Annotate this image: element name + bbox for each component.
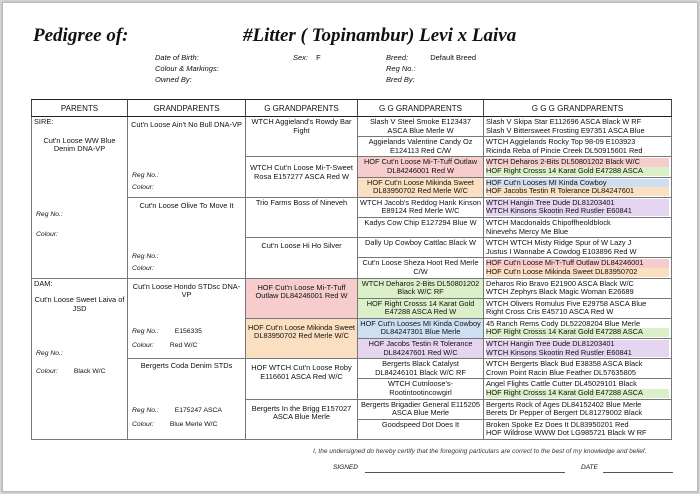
ggg-grandparent-cell bbox=[484, 258, 672, 278]
ggg-line: WTCH Kinsons Skootin Red Rustler E60841 bbox=[486, 207, 669, 216]
info-left bbox=[155, 52, 219, 85]
ggg-grandparent-cell bbox=[484, 197, 672, 217]
ggg-grandparent-cell bbox=[484, 359, 672, 379]
bred-by-label: Bred By: bbox=[386, 75, 415, 84]
owned-by-label: Owned By: bbox=[155, 75, 192, 84]
reg-value: E156335 bbox=[174, 327, 202, 335]
colour-label: Colour: bbox=[132, 421, 154, 429]
gg-grandparent-cell: Slash V Steel Smoke E123437 ASCA Blue Merle W bbox=[358, 117, 484, 137]
ggp-text: Cut'n Loose Hi Ho Silver bbox=[261, 241, 342, 251]
grandparent-cell bbox=[128, 278, 246, 359]
breed-label: Breed: bbox=[386, 53, 409, 62]
gg-grandparent-cell: Bergerts Black Catalyst DL84246101 Black W/C RF bbox=[358, 359, 484, 379]
signature-line bbox=[365, 472, 565, 473]
ggp-text: WTCH Cut'n Loose Mi-T-Sweet Rosa E157277 ASCA Red W bbox=[250, 163, 353, 181]
g-grandparent-cell bbox=[246, 359, 358, 399]
col-gg-grandparents: G G GRANDPARENTS bbox=[358, 100, 484, 117]
ggg-line: WTCH Deharos 2-Bits DL50801202 Black W/C bbox=[486, 158, 669, 167]
g-grandparent-cell bbox=[246, 238, 358, 278]
ggg-line: WTCH Macdonalds Chipoffheoldblock bbox=[486, 217, 611, 227]
ggg-grandparent-cell bbox=[484, 177, 672, 197]
ggg-line: WTCH WTCH Misty Ridge Spur of W Lazy J bbox=[486, 238, 632, 248]
sex-label: Sex: bbox=[293, 53, 309, 62]
grandparent-cell bbox=[128, 359, 246, 440]
gg-grandparent-cell: HOF Cut'n Loose Mi-T-Tuff Outlaw DL84246001 Red W bbox=[358, 157, 484, 177]
pedigree-table bbox=[31, 99, 672, 440]
colour-value: Red W/C bbox=[169, 341, 198, 349]
certification-text: I, the undersigned do hereby certify that the foregoing particulars are correct to the best of my knowledge and belief. bbox=[313, 448, 647, 455]
pedigree-of-label: Pedigree of: bbox=[33, 25, 129, 46]
gg-grandparent-cell: WTCH Cutnloose's-Rootintootincowgirl bbox=[358, 379, 484, 399]
date-label: DATE bbox=[581, 464, 598, 471]
ggg-line: Ricinda Reba of Pincie Creek DL50915601 Red bbox=[486, 145, 643, 155]
ggg-line: HOF Jacobs Testin R Tolerance DL84247601 bbox=[486, 187, 669, 196]
col-ggg-grandparents: G G G GRANDPARENTS bbox=[484, 100, 672, 117]
gg-grandparent-cell: Goodspeed Dot Does It bbox=[358, 419, 484, 439]
col-g-grandparents: G GRANDPARENTS bbox=[246, 100, 358, 117]
header-row bbox=[32, 100, 672, 117]
grandparent-cell bbox=[128, 117, 246, 198]
ggg-line: Bergerts Rock of Ages DL84152402 Blue Merle bbox=[486, 399, 642, 409]
ggg-grandparent-cell bbox=[484, 339, 672, 359]
sex-value: F bbox=[316, 53, 321, 62]
ggg-line: WTCH Hangin Tree Dude DL81203401 bbox=[486, 199, 669, 208]
ggg-line: HOF Wildrose WWW Dot LG985721 Black W RF bbox=[486, 428, 647, 438]
ggg-line: HOF Right Crosss 14 Karat Gold E47288 ASCA bbox=[486, 167, 669, 176]
ggg-line: WTCH Aggielands Rocky Top 98-09 E103923 bbox=[486, 137, 636, 147]
ggg-line: Broken Spoke Ez Does It DL83950201 Red bbox=[486, 419, 629, 429]
ggg-line: Justus I Wannabe A Cowdog E103896 Red W bbox=[486, 246, 637, 256]
grandparent-name: Cut'n Loose Hondo STDsc DNA-VP bbox=[132, 281, 241, 300]
dog-name-title: #Litter ( Topinambur) Levi x Laiva bbox=[243, 25, 517, 46]
col-grandparents: GRANDPARENTS bbox=[128, 100, 246, 117]
ggg-grandparent-cell bbox=[484, 137, 672, 157]
ggg-line: Berets Dr Pepper of Bergert DL81279002 Black bbox=[486, 408, 643, 418]
colour-label: Colour: bbox=[132, 184, 154, 191]
ggg-grandparent-cell bbox=[484, 318, 672, 338]
dam-reg-label: Reg No.: bbox=[36, 349, 63, 357]
signed-label: SIGNED bbox=[333, 464, 358, 471]
dam-colour-value: Black W/C bbox=[73, 367, 106, 375]
sire-label: SIRE: bbox=[34, 117, 54, 126]
info-sex bbox=[293, 52, 321, 63]
ggp-text: Bergerts In the Brigg E157027 ASCA Blue Merle bbox=[251, 403, 352, 422]
ggp-text: HOF WTCH Cut'n Loose Roby E116601 ASCA Red W/C bbox=[251, 363, 352, 381]
ggg-grandparent-cell bbox=[484, 157, 672, 177]
ggg-line: Crown Point Racin Blue Feather DL57635805 bbox=[486, 367, 636, 377]
ggg-line: WTCH Zephyrs Black Magic Woman E26689 bbox=[486, 287, 634, 297]
ggg-line: WTCH Bergerts Black Bud E38358 ASCA Black bbox=[486, 359, 643, 369]
ggg-line: HOF Cut'n Loose Mikinda Sweet DL83950702 bbox=[486, 268, 669, 277]
reg-value: E175247 ASCA bbox=[174, 407, 222, 415]
reg-label: Reg No.: bbox=[132, 172, 159, 179]
reg-label: Reg No.: bbox=[132, 252, 159, 260]
ggg-line: HOF Right Crosss 14 Karat Gold E47288 ASCA bbox=[486, 389, 669, 398]
ggg-line: Slash V Skipa Star E112696 ASCA Black W RF bbox=[486, 117, 642, 126]
gg-grandparent-cell: HOF Cut'n Looses MI Kinda Cowboy DL84247301 Blue Merle bbox=[358, 318, 484, 338]
ggg-grandparent-cell bbox=[484, 117, 672, 137]
ggg-line: 45 Ranch Rems Cody DL52208204 Blue Merle bbox=[486, 318, 641, 328]
gg-grandparent-cell: Aggielands Valentine Candy Oz E124113 Red C/W bbox=[358, 137, 484, 157]
ggg-line: HOF Cut'n Loose Mi-T-Tuff Outlaw DL84246001 bbox=[486, 259, 669, 268]
g-grandparent-cell: Trio Farms Boss of Nineveh bbox=[246, 197, 358, 237]
g-grandparent-cell bbox=[246, 278, 358, 318]
ggg-grandparent-cell bbox=[484, 419, 672, 439]
breed-value: Default Breed bbox=[430, 53, 477, 62]
ggg-line: Right Cross Cris E45710 ASCA Red W bbox=[486, 307, 614, 317]
colour-label: Colour: bbox=[132, 341, 154, 349]
ggg-line: WTCH Hangin Tree Dude DL81203401 bbox=[486, 340, 669, 349]
info-right bbox=[386, 52, 476, 85]
ggg-grandparent-cell bbox=[484, 238, 672, 258]
ggg-grandparent-cell bbox=[484, 298, 672, 318]
reg-no-label: Reg No.: bbox=[386, 64, 416, 73]
ggg-line: WTCH Kinsons Skootin Red Rustler E60841 bbox=[486, 349, 669, 358]
gg-grandparent-cell: HOF Right Crosss 14 Karat Gold E47288 ASCA Red W bbox=[358, 298, 484, 318]
ggg-grandparent-cell bbox=[484, 278, 672, 298]
sire-colour-label: Colour: bbox=[36, 231, 58, 238]
col-parents: PARENTS bbox=[32, 100, 128, 117]
grandparent-cell bbox=[128, 197, 246, 278]
ggg-line: Ninevehs Mercy Me Blue bbox=[486, 226, 569, 236]
gg-grandparent-cell: Dally Up Cowboy Cattlac Black W bbox=[358, 238, 484, 258]
dob-label: Date of Birth: bbox=[155, 53, 199, 62]
ggg-grandparent-cell bbox=[484, 379, 672, 399]
date-line bbox=[603, 472, 673, 473]
dam-colour-label: Colour: bbox=[36, 367, 58, 375]
g-grandparent-cell bbox=[246, 157, 358, 197]
ggg-grandparent-cell bbox=[484, 217, 672, 237]
ggg-line: Deharos Rio Bravo E21900 ASCA Black W/C bbox=[486, 278, 634, 288]
ggg-grandparent-cell bbox=[484, 399, 672, 419]
g-grandparent-cell: WTCH Aggieland's Rowdy Bar Fight bbox=[246, 117, 358, 157]
sire-reg-label: Reg No.: bbox=[36, 211, 63, 218]
gg-grandparent-cell: Bergerts Brigadier General E115205 ASCA Blue Merle bbox=[358, 399, 484, 419]
colour-label: Colour: bbox=[132, 264, 154, 272]
ggg-line: HOF Right Crosss 14 Karat Gold E47288 ASCA bbox=[486, 328, 669, 337]
gg-grandparent-cell: Cut'n Loose Sheza Hoot Red Merle C/W bbox=[358, 258, 484, 278]
g-grandparent-cell bbox=[246, 399, 358, 439]
ggg-line: HOF Cut'n Looses MI Kinda Cowboy bbox=[486, 179, 669, 188]
ggp-text: HOF Cut'n Loose Mikinda Sweet DL83950702 Red Merle W/C bbox=[248, 322, 355, 341]
grandparent-name: Cut'n Loose Ain't No Bull DNA-VP bbox=[131, 120, 242, 129]
sire-cell bbox=[32, 117, 128, 279]
colour-markings-label: Colour & Markings: bbox=[155, 64, 219, 73]
gg-grandparent-cell: Kadys Cow Chip E127294 Blue W bbox=[358, 217, 484, 237]
ggg-line: WTCH Olivers Romulus Five E29758 ASCA Blue bbox=[486, 298, 647, 308]
gg-grandparent-cell: WTCH Deharos 2-Bits DL50801202 Black W/C RF bbox=[358, 278, 484, 298]
dam-label: DAM: bbox=[34, 278, 53, 288]
gg-grandparent-cell: HOF Jacobs Testin R Tolerance DL84247601 Red W/C bbox=[358, 339, 484, 359]
pedigree-sheet bbox=[2, 2, 698, 492]
gg-grandparent-cell: HOF Cut'n Loose Mikinda Sweet DL83950702 Red Merle W/C bbox=[358, 177, 484, 197]
grandparent-name: Bergerts Coda Denim STDs bbox=[140, 361, 233, 371]
ggg-line: Slash V Bittersweet Frosting E97351 ASCA Blue bbox=[486, 125, 645, 135]
ggp-text: HOF Cut'n Loose Mi-T-Tuff Outlaw DL84246001 Red W bbox=[255, 282, 348, 301]
g-grandparent-cell bbox=[246, 318, 358, 358]
dam-cell bbox=[32, 278, 128, 440]
dam-name: Cut'n Loose Sweet Laiva of JSD bbox=[34, 295, 125, 313]
reg-label: Reg No.: bbox=[132, 407, 159, 415]
grandparent-name: Cut'n Loose Olive To Move It bbox=[139, 200, 234, 210]
sire-name: Cut'n Loose WW Blue Denim DNA-VP bbox=[43, 135, 116, 154]
gg-grandparent-cell: WTCH Jacob's Reddog Hank Kinson E89124 Red Merle W/C bbox=[358, 197, 484, 217]
reg-label: Reg No.: bbox=[132, 327, 159, 335]
ggg-line: Angel Flights Cattle Cutter DL45029101 Black bbox=[486, 379, 637, 389]
colour-value: Blue Merle W/C bbox=[169, 421, 218, 429]
